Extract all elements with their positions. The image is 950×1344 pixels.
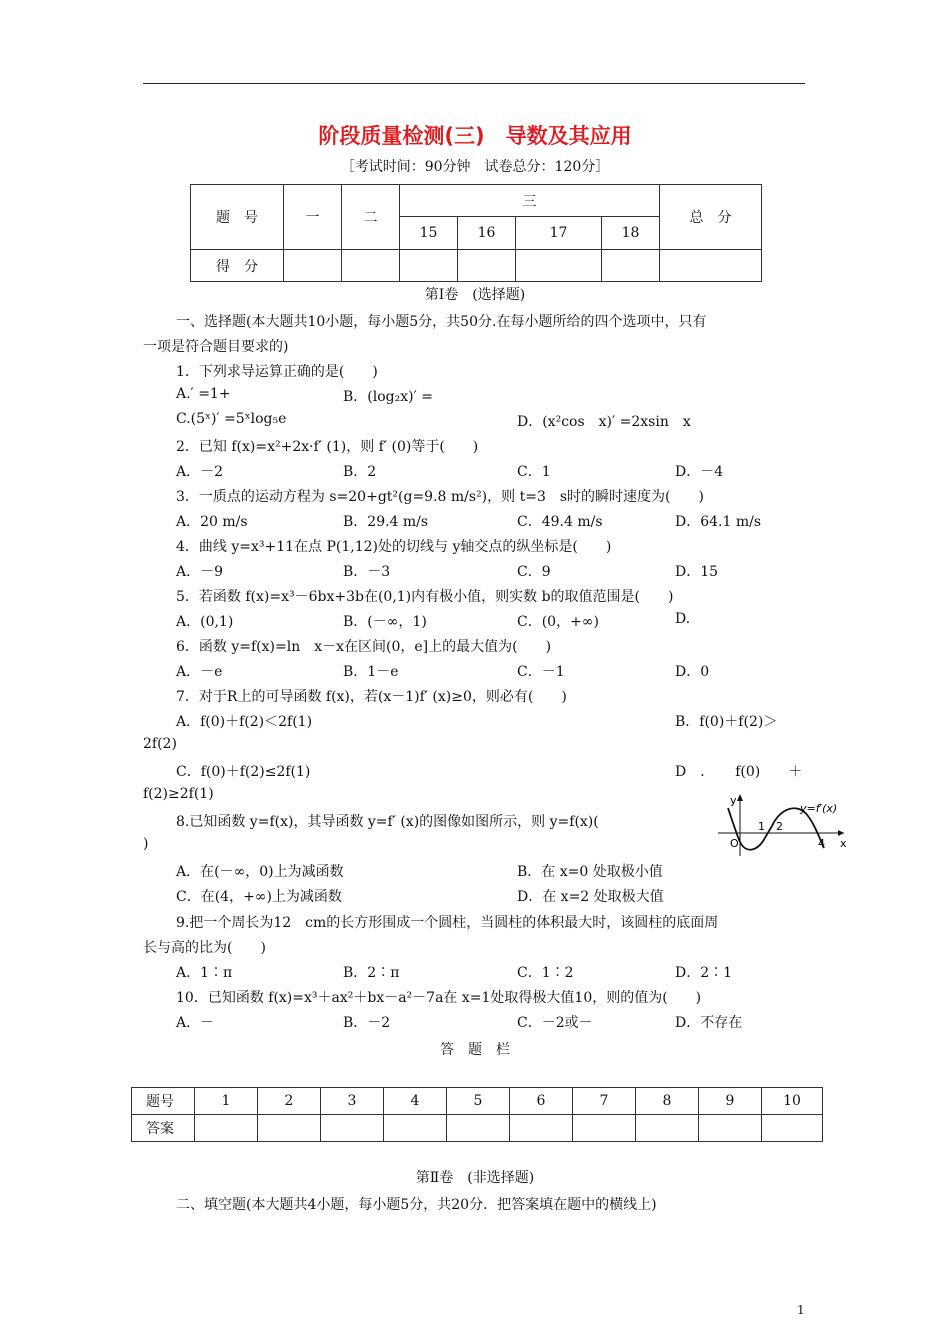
page-number: 1 xyxy=(797,1303,805,1317)
question-6-option-b: B．1－e xyxy=(343,664,399,680)
score-cell[interactable] xyxy=(516,250,602,282)
graph-x-label: x xyxy=(840,837,847,850)
question-1-option-b: B．(log₂x)′ = xyxy=(343,389,433,405)
question-6-stem: 6．函数 y=f(x)=ln x－x在区间(0，e]上的最大值为( ) xyxy=(176,639,552,655)
question-10-option-a: A．－ xyxy=(176,1015,215,1031)
question-6-option-a: A．－e xyxy=(176,664,223,680)
answer-table-number: 4 xyxy=(384,1088,447,1115)
question-8-option-b: B．在 x=0 处取极小值 xyxy=(517,864,663,880)
derivative-graph xyxy=(716,790,850,860)
answer-table-number: 8 xyxy=(636,1088,699,1115)
score-table-section-2: 二 xyxy=(342,185,400,250)
graph-tick-2: 2 xyxy=(776,820,783,833)
graph-origin-label: O xyxy=(730,837,739,850)
part1-instruction-cont: 一项是符合题目要求的) xyxy=(143,339,289,355)
question-7-option-a: A．f(0)＋f(2)＜2f(1) xyxy=(176,714,313,730)
answer-table-number: 9 xyxy=(699,1088,762,1115)
score-table-q16: 16 xyxy=(458,217,516,250)
question-3-stem: 3．一质点的运动方程为 s=20+gt²(g=9.8 m/s²)，则 t=3 s时的瞬时速度为( ) xyxy=(176,489,704,505)
question-1-option-c: C.(5ˣ)′ =5ˣlog₅e xyxy=(176,411,287,427)
question-9-stem-cont: 长与高的比为( ) xyxy=(143,940,266,956)
part1-instruction: 一、选择题(本大题共10小题，每小题5分，共50分.在每小题所给的四个选项中，只有 xyxy=(176,314,707,330)
question-5-option-a: A．(0,1) xyxy=(176,614,234,630)
question-5-option-b: B．(－∞，1) xyxy=(343,614,427,630)
answer-table-number: 1 xyxy=(195,1088,258,1115)
answer-cell[interactable] xyxy=(195,1115,258,1142)
score-table-section-1: 一 xyxy=(284,185,342,250)
question-7-option-d-cont: f(2)≥2f(1) xyxy=(143,786,214,802)
answer-bar-title: 答 题 栏 xyxy=(440,1042,510,1058)
score-table-q15: 15 xyxy=(400,217,458,250)
question-8-stem: 8.已知函数 y=f(x)，其导函数 y=f′ (x)的图像如图所示，则 y=f(x)( xyxy=(176,814,599,830)
answer-table-number: 3 xyxy=(321,1088,384,1115)
answer-cell[interactable] xyxy=(510,1115,573,1142)
answer-cell[interactable] xyxy=(636,1115,699,1142)
question-1-option-a: A.′ =1+ xyxy=(176,386,231,402)
part2-instruction: 二、填空题(本大题共4小题，每小题5分，共20分．把答案填在题中的横线上) xyxy=(176,1197,657,1213)
question-8-option-a: A．在(－∞，0)上为减函数 xyxy=(176,864,344,880)
answer-table-number: 5 xyxy=(447,1088,510,1115)
header-rule xyxy=(143,83,805,84)
question-4-stem: 4．曲线 y=x³+11在点 P(1,12)处的切线与 y轴交点的纵坐标是( ) xyxy=(176,539,612,555)
question-1-option-d: D．(x²cos x)′ =2xsin x xyxy=(517,414,691,430)
question-7-option-c: C．f(0)＋f(2)≤2f(1) xyxy=(176,764,311,780)
score-table xyxy=(190,184,762,282)
question-9-option-c: C．1∶2 xyxy=(517,965,574,981)
graph-tick-1: 1 xyxy=(758,820,765,833)
question-9-option-b: B．2∶π xyxy=(343,965,400,981)
question-3-option-b: B．29.4 m/s xyxy=(343,514,429,530)
question-10-stem: 10．已知函数 f(x)=x³＋ax²＋bx－a²－7a在 x=1处取得极大值10，则的值为( ) xyxy=(176,990,702,1006)
question-3-option-c: C．49.4 m/s xyxy=(517,514,603,530)
question-6-option-d: D．0 xyxy=(675,664,710,680)
question-4-option-b: B．－3 xyxy=(343,564,391,580)
score-cell[interactable] xyxy=(458,250,516,282)
question-4-option-c: C．9 xyxy=(517,564,551,580)
part2-heading: 第Ⅱ卷 (非选择题) xyxy=(415,1170,535,1186)
answer-table-number: 10 xyxy=(762,1088,823,1115)
score-table-total: 总 分 xyxy=(660,185,762,250)
question-8-option-d: D．在 x=2 处取极大值 xyxy=(517,889,664,905)
score-cell[interactable] xyxy=(400,250,458,282)
question-7-option-b: B．f(0)＋f(2)＞ xyxy=(675,714,778,730)
graph-y-label: y xyxy=(730,794,737,807)
question-3-option-d: D．64.1 m/s xyxy=(675,514,762,530)
x-axis-arrow-icon xyxy=(838,830,844,836)
question-2-option-b: B．2 xyxy=(343,464,377,480)
question-7-option-d: D ． f(0) ＋ xyxy=(675,764,803,780)
answer-table-number: 2 xyxy=(258,1088,321,1115)
y-axis-arrow-icon xyxy=(737,794,743,801)
score-cell[interactable] xyxy=(660,250,762,282)
question-5-option-d: D. xyxy=(675,611,691,627)
answer-table-row-label: 题号 xyxy=(132,1088,195,1115)
question-10-option-c: C．－2或－ xyxy=(517,1015,593,1031)
question-8-option-c: C．在(4，+∞)上为减函数 xyxy=(176,889,342,905)
question-1-stem: 1．下列求导运算正确的是( ) xyxy=(176,364,378,380)
answer-table xyxy=(131,1087,823,1142)
graph-curve-label: y=f′(x) xyxy=(800,802,838,815)
question-3-option-a: A．20 m/s xyxy=(176,514,248,530)
score-table-defen: 得 分 xyxy=(191,250,284,282)
question-7-stem: 7．对于R上的可导函数 f(x)，若(x－1)f′ (x)≥0，则必有( ) xyxy=(176,689,567,705)
answer-table-number: 6 xyxy=(510,1088,573,1115)
question-8-stem-cont: ) xyxy=(143,836,149,852)
question-2-option-c: C．1 xyxy=(517,464,551,480)
part1-heading: 第Ⅰ卷 (选择题) xyxy=(424,287,526,303)
question-2-stem: 2．已知 f(x)=x²+2x·f′ (1)，则 f′ (0)等于( ) xyxy=(176,439,479,455)
question-6-option-c: C．－1 xyxy=(517,664,565,680)
question-10-option-d: D．不存在 xyxy=(675,1015,743,1031)
answer-cell[interactable] xyxy=(384,1115,447,1142)
question-2-option-a: A．－2 xyxy=(176,464,224,480)
question-2-option-d: D．－4 xyxy=(675,464,724,480)
answer-table-number: 7 xyxy=(573,1088,636,1115)
question-4-option-d: D．15 xyxy=(675,564,719,580)
question-10-option-b: B．－2 xyxy=(343,1015,391,1031)
question-9-stem: 9.把一个周长为12 cm的长方形围成一个圆柱，当圆柱的体积最大时，该圆柱的底面周 xyxy=(176,915,719,931)
question-4-option-a: A．－9 xyxy=(176,564,224,580)
score-table-tihao: 题 号 xyxy=(191,185,284,250)
question-7-option-b-cont: 2f(2) xyxy=(143,736,177,752)
question-5-stem: 5．若函数 f(x)=x³－6bx+3b在(0,1)内有极小值，则实数 b的取值范围是( ) xyxy=(176,589,674,605)
question-5-option-c: C．(0，+∞) xyxy=(517,614,599,630)
answer-cell[interactable] xyxy=(699,1115,762,1142)
question-9-option-a: A．1∶π xyxy=(176,965,233,981)
score-cell[interactable] xyxy=(284,250,342,282)
graph-tick-4: 4 xyxy=(818,837,825,850)
score-table-q17: 17 xyxy=(516,217,602,250)
score-table-section-3: 三 xyxy=(400,185,660,217)
answer-cell[interactable] xyxy=(321,1115,384,1142)
answer-cell[interactable] xyxy=(258,1115,321,1142)
exam-info: ［考试时间：90分钟 试卷总分：120分］ xyxy=(340,159,610,175)
question-9-option-d: D．2∶1 xyxy=(675,965,733,981)
score-cell[interactable] xyxy=(342,250,400,282)
answer-cell[interactable] xyxy=(447,1115,510,1142)
answer-cell[interactable] xyxy=(762,1115,823,1142)
score-cell[interactable] xyxy=(602,250,660,282)
answer-cell[interactable] xyxy=(573,1115,636,1142)
page-title: 阶段质量检测(三) 导数及其应用 xyxy=(318,124,632,148)
score-table-q18: 18 xyxy=(602,217,660,250)
answer-table-row-label: 答案 xyxy=(132,1115,195,1142)
